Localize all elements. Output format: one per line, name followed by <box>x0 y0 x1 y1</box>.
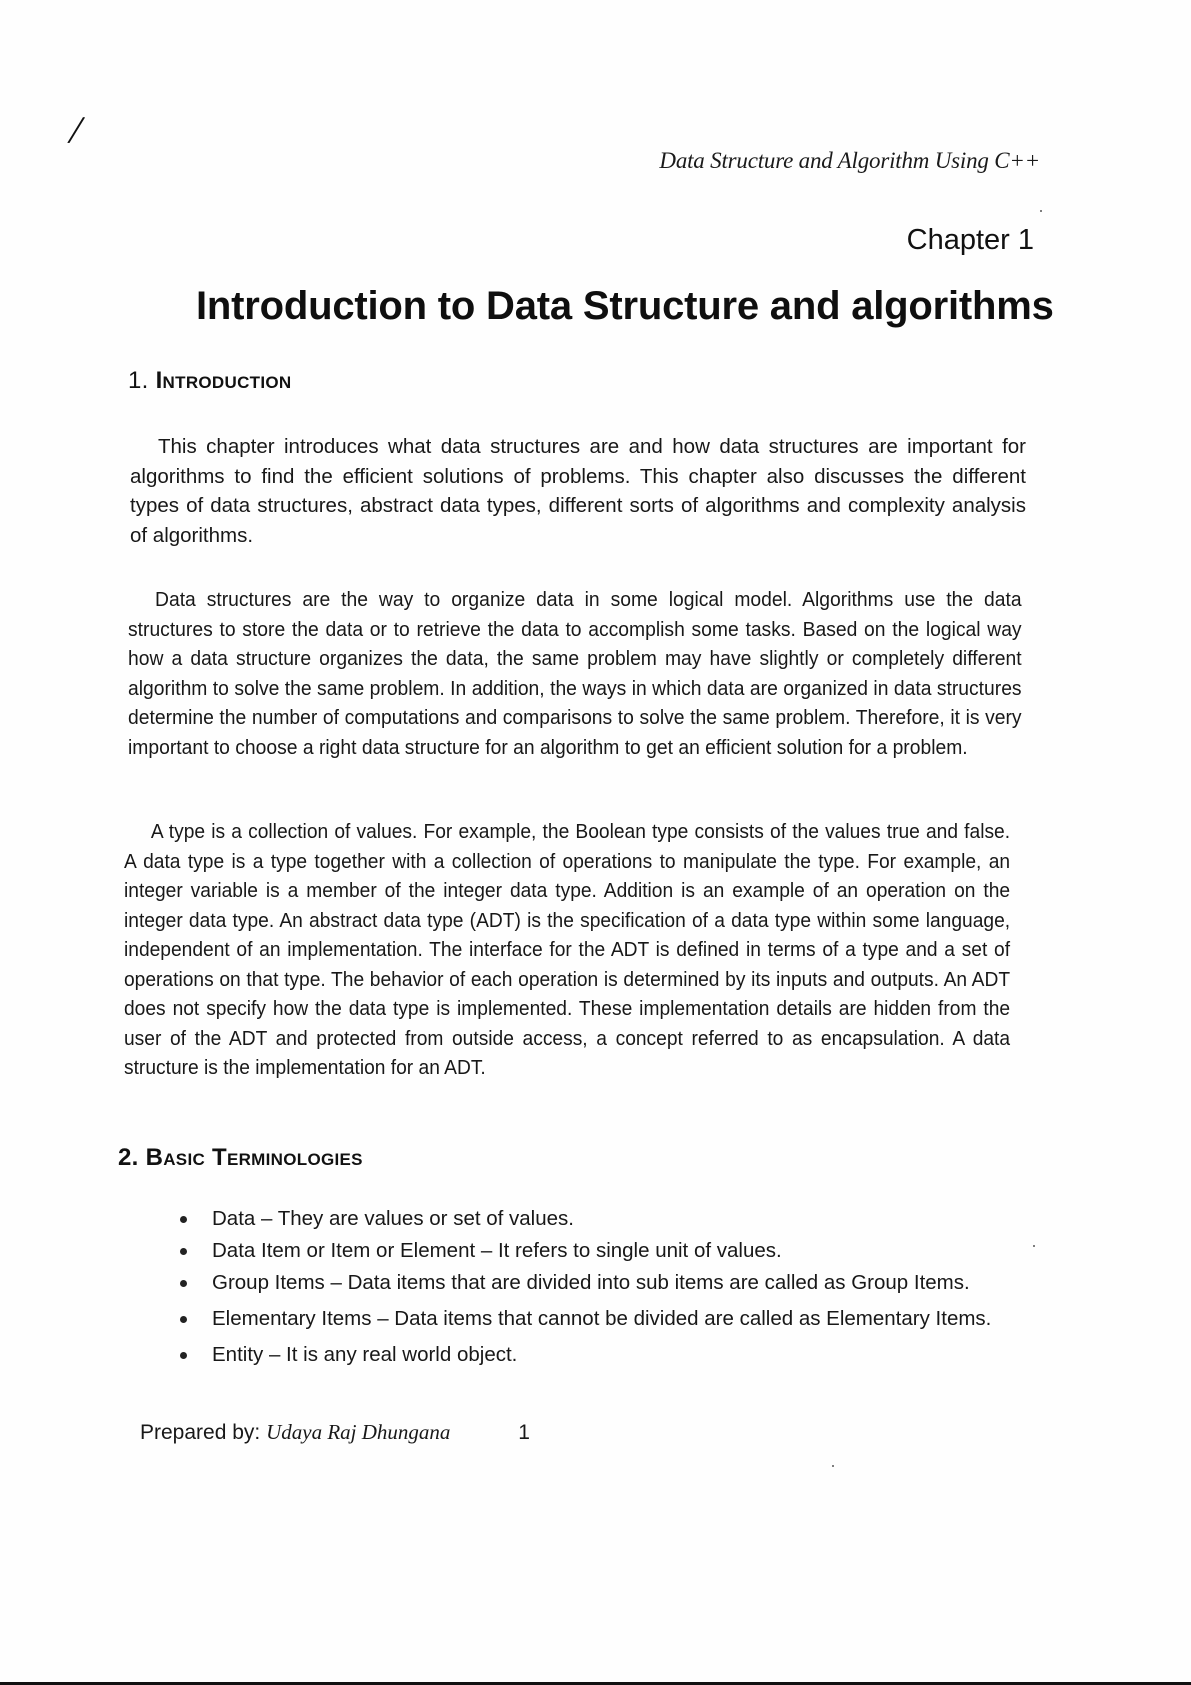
page-number: 1 <box>518 1421 530 1444</box>
handwritten-margin-mark: / <box>68 106 83 153</box>
section-title: Introduction <box>155 367 292 394</box>
chapter-label: Chapter 1 <box>906 224 1034 256</box>
list-item <box>180 1237 1002 1265</box>
bullet-icon <box>180 1316 187 1323</box>
section-number: 1. <box>128 367 149 394</box>
list-item <box>180 1205 1002 1233</box>
page-footer <box>140 1420 530 1445</box>
bullet-icon <box>180 1352 187 1359</box>
paragraph-intro-3 <box>124 818 1010 1084</box>
section-number: 2. <box>118 1144 139 1171</box>
list-item-text: Data Item or Item or Element – It refers to single unit of values. <box>212 1239 782 1262</box>
prepared-by-label: Prepared by: <box>140 1421 261 1444</box>
paragraph-text: Data structures are the way to organize data in some logical model. Algorithms use the data structures to store the data or to retrieve the data to accomplish some tasks. Based on the logical way how a data structure organizes the data, the same problem may have slightly or completely different algorithm to solve the same problem. In addition, the ways in which data are organized in data structures determine the number of computations and comparisons to solve the same problem. Therefore, it is very important to choose a right data structure for an algorithm to get an efficient solution for a problem. <box>128 589 1022 759</box>
chapter-title: Introduction to Data Structure and algorithms <box>196 284 1054 328</box>
scan-speck <box>1040 210 1042 212</box>
section-heading-basic-terminologies <box>118 1144 363 1172</box>
paragraph-text: A type is a collection of values. For example, the Boolean type consists of the values true and false. A data type is a type together with a collection of operations to manipulate the type. For example, an integer variable is a member of the integer data type. Addition is an example of an operation on the integer data type. An abstract data type (ADT) is the specification of a data type within some language, independent of an implementation. The interface for the ADT is defined in terms of a type and a set of operations on that type. The behavior of each operation is determined by its inputs and outputs. An ADT does not specify how the data type is implemented. These implementation details are hidden from the user of the ADT and protected from outside access, a concept referred to as encapsulation. A data structure is the implementation for an ADT. <box>124 821 1011 1079</box>
bullet-icon <box>180 1280 187 1287</box>
paragraph-intro-2 <box>128 586 1022 763</box>
list-item <box>180 1305 1002 1333</box>
terminology-list <box>180 1205 1002 1373</box>
author-name: Udaya Raj Dhungana <box>266 1420 451 1444</box>
section-heading-introduction <box>128 367 291 395</box>
scan-speck <box>832 1465 834 1467</box>
list-item-text: Elementary Items – Data items that cannot be divided are called as Elementary Items. <box>212 1307 992 1330</box>
paragraph-intro-1 <box>130 432 1026 550</box>
list-item-text: Group Items – Data items that are divided into sub items are called as Group Items. <box>212 1271 970 1294</box>
list-item-text: Data – They are values or set of values. <box>212 1207 574 1230</box>
running-header: Data Structure and Algorithm Using C++ <box>659 148 1040 173</box>
section-title: Basic Terminologies <box>145 1144 363 1171</box>
list-item-text: Entity – It is any real world object. <box>212 1343 518 1366</box>
bullet-icon <box>180 1216 187 1223</box>
bullet-icon <box>180 1248 187 1255</box>
paragraph-text: This chapter introduces what data structures are and how data structures are important for algorithms to find the efficient solutions of problems. This chapter also discusses the different types of data structures, abstract data types, different sorts of algorithms and complexity analysis of algorithms. <box>130 435 1026 547</box>
scan-speck <box>1033 1245 1035 1247</box>
list-item <box>180 1269 1002 1297</box>
list-item <box>180 1341 1002 1369</box>
